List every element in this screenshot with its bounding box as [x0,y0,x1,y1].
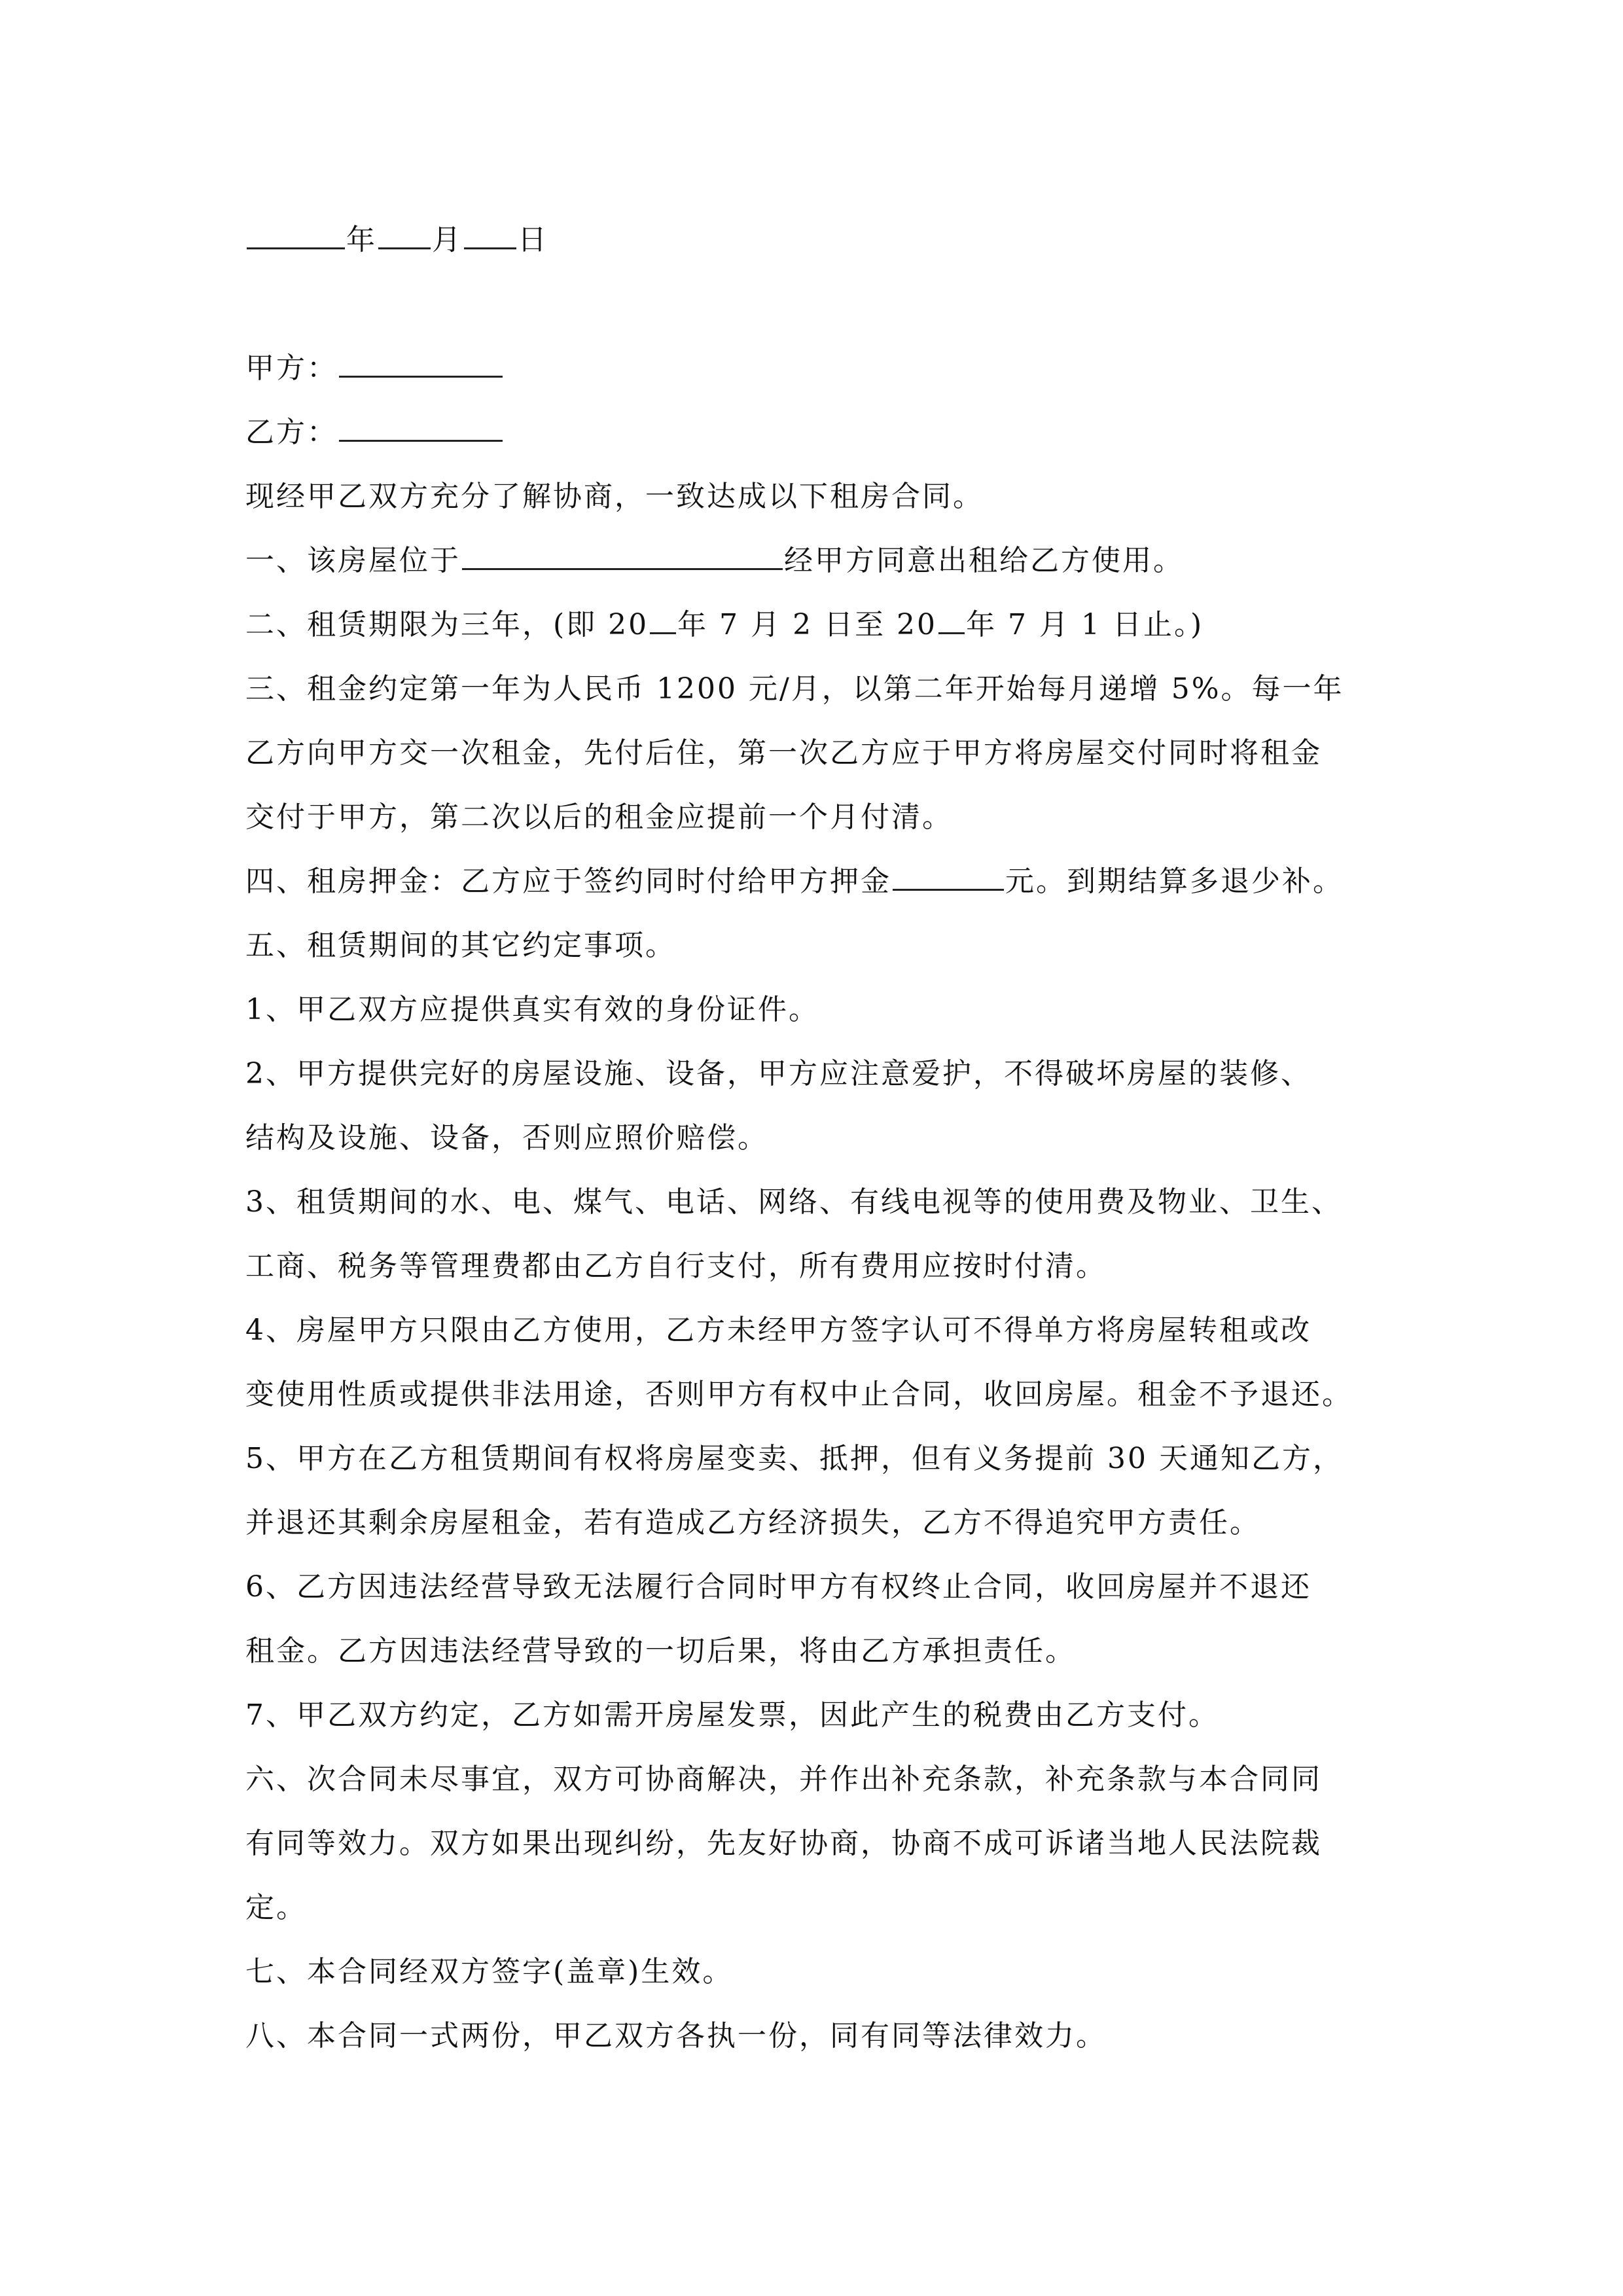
item-4-line-2: 变使用性质或提供非法用途，否则甲方有权中止合同，收回房屋。租金不予退还。 [245,1378,1353,1411]
clause-1-prefix: 一、该房屋位于 [245,544,461,577]
party-a-label: 甲方： [245,351,338,385]
clause-3-line-2: 乙方向甲方交一次租金，先付后住，第一次乙方应于甲方将房屋交付同时将租金 [245,736,1322,770]
intro-paragraph: 现经甲乙双方充分了解协商，一致达成以下租房合同。 [245,480,984,513]
year-blank[interactable] [247,221,345,249]
date-line [245,208,1410,336]
clause-6-line-3: 定。 [245,1891,307,1924]
deposit-blank[interactable] [893,863,1004,891]
item-6-line-2: 租金。乙方因违法经营导致的一切后果，将由乙方承担责任。 [245,1634,1076,1668]
clause-2-part2: 年 7 月 2 日至 20 [677,608,938,641]
clause-2 [245,593,1410,657]
start-year-blank[interactable] [650,606,676,634]
item-1: 1、甲乙双方应提供真实有效的身份证件。 [245,993,819,1026]
location-blank[interactable] [462,542,783,570]
year-label: 年 [346,223,377,257]
item-5-line-2: 并退还其剩余房屋租金，若有造成乙方经济损失，乙方不得追究甲方责任。 [245,1506,1260,1539]
clause-2-part3: 年 7 月 1 日止。) [966,608,1204,641]
item-3-line-2: 工商、税务等管理费都由乙方自行支付，所有费用应按时付清。 [245,1249,1107,1283]
item-7: 7、甲乙双方约定，乙方如需开房屋发票，因此产生的税费由乙方支付。 [245,1698,1219,1732]
day-label: 日 [518,223,548,257]
month-label: 月 [432,223,463,257]
clause-8: 八、本合同一式两份，甲乙双方各执一份，同有同等法律效力。 [245,2019,1107,2053]
clause-1-suffix: 经甲方同意出租给乙方使用。 [784,544,1184,577]
day-blank[interactable] [464,221,516,249]
clause-6-line-2: 有同等效力。双方如果出现纠纷，先友好协商，协商不成可诉诸当地人民法院裁 [245,1827,1322,1860]
item-6-line-1: 6、乙方因违法经营导致无法履行合同时甲方有权终止合同，收回房屋并不退还 [245,1570,1311,1604]
party-a-line [245,336,1410,401]
end-year-blank[interactable] [938,606,965,634]
clause-4 [245,850,1410,914]
clause-1 [245,529,1410,593]
clause-7: 七、本合同经双方签字(盖章)生效。 [245,1955,734,1988]
item-3-line-1: 3、租赁期间的水、电、煤气、电话、网络、有线电视等的使用费及物业、卫生、 [245,1185,1342,1219]
item-4-line-1: 4、房屋甲方只限由乙方使用，乙方未经甲方签字认可不得单方将房屋转租或改 [245,1314,1311,1347]
party-a-blank[interactable] [339,350,503,378]
clause-2-part1: 二、租赁期限为三年，(即 20 [245,608,649,641]
clause-6-line-1: 六、次合同未尽事宜，双方可协商解决，并作出补充条款，补充条款与本合同同 [245,1763,1322,1796]
party-b-label: 乙方： [245,416,338,449]
month-blank[interactable] [378,221,431,249]
party-b-blank[interactable] [339,414,503,442]
contract-body [245,208,1410,2068]
clause-4-prefix: 四、租房押金：乙方应于签约同时付给甲方押金 [245,865,891,898]
clause-5: 五、租赁期间的其它约定事项。 [245,929,676,962]
clause-3-line-1: 三、租金约定第一年为人民币 1200 元/月，以第二年开始每月递增 5%。每一年 [245,672,1344,706]
item-5-line-1: 5、甲方在乙方租赁期间有权将房屋变卖、抵押，但有义务提前 30 天通知乙方， [245,1442,1344,1475]
item-2-line-2: 结构及设施、设备，否则应照价赔偿。 [245,1121,768,1155]
clause-3-line-3: 交付于甲方，第二次以后的租金应提前一个月付清。 [245,800,953,834]
party-b-line [245,401,1410,465]
item-2-line-1: 2、甲方提供完好的房屋设施、设备，甲方应注意爱护，不得破坏房屋的装修、 [245,1057,1311,1090]
clause-4-suffix: 元。到期结算多退少补。 [1005,865,1344,898]
